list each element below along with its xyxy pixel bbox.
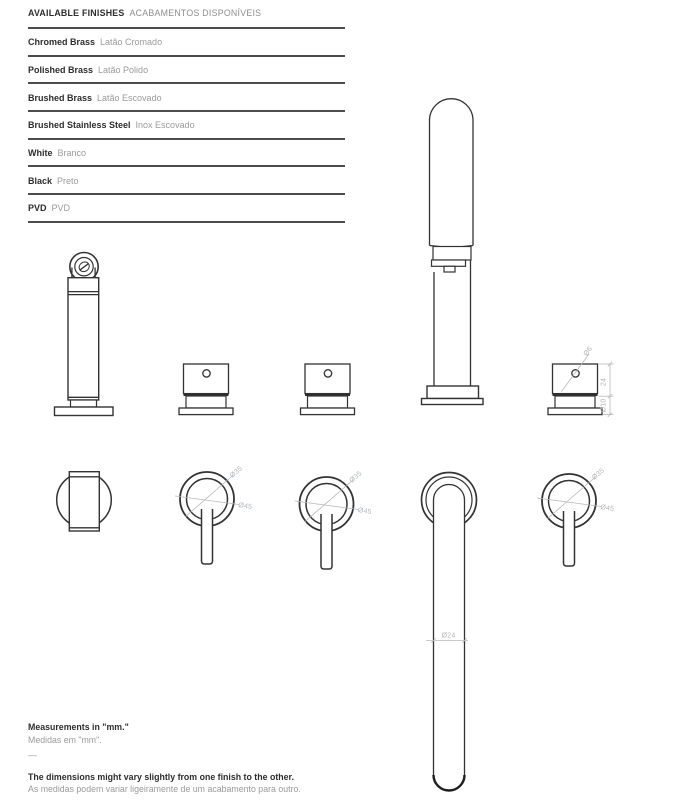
drawing-spout-top-view <box>422 473 477 791</box>
finish-name-pt: Latão Polido <box>98 65 149 76</box>
drawing-handle-top-view-2 <box>300 477 354 569</box>
note-measurements-en: Measurements in "mm." <box>28 722 129 732</box>
finish-name-en: PVD <box>28 203 47 214</box>
finish-name-en: Brushed Stainless Steel <box>28 120 131 131</box>
note-separator: — <box>28 750 37 760</box>
dimension-label-spout-tube: Ø24 <box>441 632 456 640</box>
finish-name-pt: Preto <box>57 175 79 186</box>
finish-name-pt: Latão Cromado <box>100 37 163 48</box>
dimension-label-handle-outer: Ø45 <box>599 504 615 513</box>
drawing-handle-top-view-3 <box>542 474 596 566</box>
note-disclaimer-en: The dimensions might vary slightly from one finish to the other. <box>28 771 294 782</box>
dimension-label-handle-inner: Ø35 <box>228 465 245 480</box>
finish-name-pt: PVD <box>51 203 71 214</box>
dimension-label-handle-outer: Ø45 <box>237 502 253 511</box>
drawing-handle-side-view-3 <box>548 364 602 415</box>
finishes-title-en: AVAILABLE FINISHES <box>28 8 125 18</box>
drawing-handle-top-view-1 <box>180 472 234 564</box>
drawing-handle-side-view-2 <box>301 364 355 415</box>
dimension-label-handle-inner: Ø35 <box>590 467 607 482</box>
drawing-handle-side-view-1 <box>179 364 233 415</box>
dimension-label-handle-base: Ø10 <box>600 398 608 413</box>
note-disclaimer-pt: As medidas podem variar ligeiramente de um acabamento para outro. <box>28 784 301 794</box>
dimension-label-handle-inner: Ø35 <box>348 470 364 485</box>
finish-name-pt: Inox Escovado <box>135 120 195 131</box>
note-measurements-pt: Medidas em "mm". <box>28 734 102 745</box>
finish-name-pt: Latão Escovado <box>97 92 162 103</box>
dimension-label-handle-outer: Ø45 <box>357 507 373 516</box>
finish-name-en: Brushed Brass <box>28 92 93 103</box>
finish-name-en: Black <box>28 175 53 186</box>
finish-name-en: Chromed Brass <box>28 37 96 48</box>
finishes-title-pt: ACABAMENTOS DISPONÍVEIS <box>129 8 262 18</box>
drawing-spout-side-view <box>422 99 484 405</box>
finish-name-pt: Branco <box>57 148 87 159</box>
notes <box>28 721 301 796</box>
dimension-label-handle-height: 24 <box>600 377 608 387</box>
drawing-diverter-side-view <box>55 253 114 416</box>
drawing-diverter-top-view <box>57 472 112 531</box>
finish-name-en: White <box>28 148 53 159</box>
finish-name-en: Polished Brass <box>28 65 94 76</box>
dimension-label-screw-diameter: Ø6 <box>582 345 595 358</box>
